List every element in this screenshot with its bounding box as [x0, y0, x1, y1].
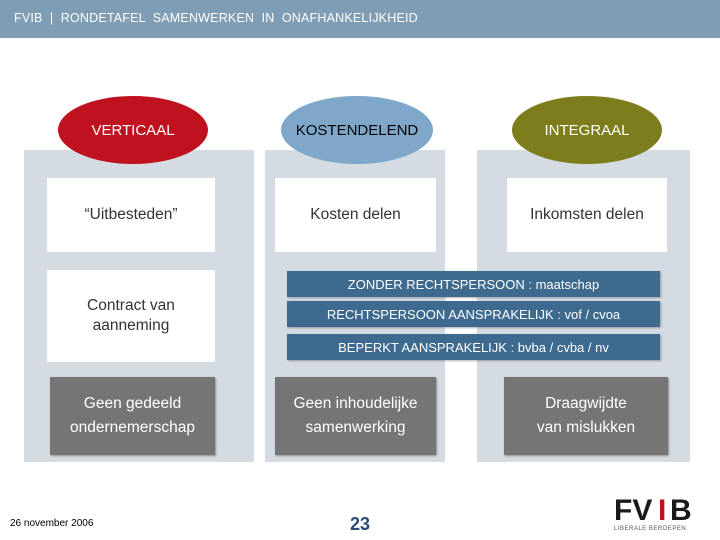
box-contract-text — [87, 296, 175, 336]
header-bar — [0, 0, 720, 38]
header-title: FVIB | RONDETAFEL SAMENWERKEN IN ONAFHANKELIJKHEID — [14, 11, 418, 25]
box-uitbesteden — [47, 178, 215, 252]
svg-text:B: B — [670, 494, 692, 527]
heading-integraal — [512, 96, 662, 164]
heading-integraal-label: INTEGRAAL — [544, 121, 630, 139]
box-kosten-delen — [275, 178, 436, 252]
box-contract-van-aanneming — [47, 270, 215, 362]
box-geen-inhoudelijke-line-1: Geen inhoudelijke — [293, 394, 418, 412]
heading-kostendelend-label: KOSTENDELEND — [295, 121, 419, 139]
bar-zonder-rechtspersoon-text: ZONDER RECHTSPERSOON : maatschap — [347, 276, 600, 292]
bar-beperkt-aansprakelijk-text: BEPERKT AANSPRAKELIJK : bvba / cvba / nv — [338, 339, 609, 355]
bar-rechtspersoon-aansprakelijk-text: RECHTSPERSOON AANSPRAKELIJK : vof / cvoa — [326, 306, 621, 322]
fvib-logo-text: FV — [614, 494, 653, 527]
box-uitbesteden-text: “Uitbesteden” — [84, 205, 178, 223]
box-draagwijdte-line-1: Draagwijdte — [545, 394, 627, 412]
heading-verticaal-label: VERTICAAL — [91, 121, 175, 139]
box-geen-inhoudelijke-line-2: samenwerking — [305, 419, 406, 436]
box-kosten-delen-text: Kosten delen — [310, 205, 401, 223]
fvib-logo — [612, 490, 712, 532]
box-geen-gedeeld-text — [70, 392, 195, 440]
box-contract-line-1: Contract van — [87, 296, 175, 314]
box-inkomsten-delen — [507, 178, 667, 252]
box-draagwijdte-text — [537, 392, 635, 440]
box-geen-gedeeld-line-1: Geen gedeeld — [83, 394, 182, 412]
box-draagwijdte-line-2: van mislukken — [536, 419, 636, 436]
fvib-logo-tagline: LIBERALE BEROEPEN — [614, 526, 687, 532]
heading-verticaal — [58, 96, 208, 164]
bar-beperkt-aansprakelijk — [287, 334, 660, 360]
box-inkomsten-delen-text: Inkomsten delen — [530, 205, 644, 223]
bar-zonder-rechtspersoon — [287, 271, 660, 297]
heading-kostendelend — [281, 96, 433, 164]
box-contract-line-2: aanneming — [92, 317, 170, 334]
box-geen-inhoudelijke-samenwerking — [275, 377, 436, 455]
box-geen-gedeeld-ondernemerschap — [50, 377, 215, 455]
box-draagwijdte-van-mislukken — [504, 377, 668, 455]
box-geen-inhoudelijke-text — [293, 392, 417, 440]
footer-date: 26 november 2006 — [10, 518, 94, 529]
page-number: 23 — [349, 514, 371, 534]
svg-text:I: I — [658, 494, 667, 527]
box-geen-gedeeld-line-2: ondernemerschap — [70, 419, 195, 436]
bar-rechtspersoon-aansprakelijk — [287, 301, 660, 327]
